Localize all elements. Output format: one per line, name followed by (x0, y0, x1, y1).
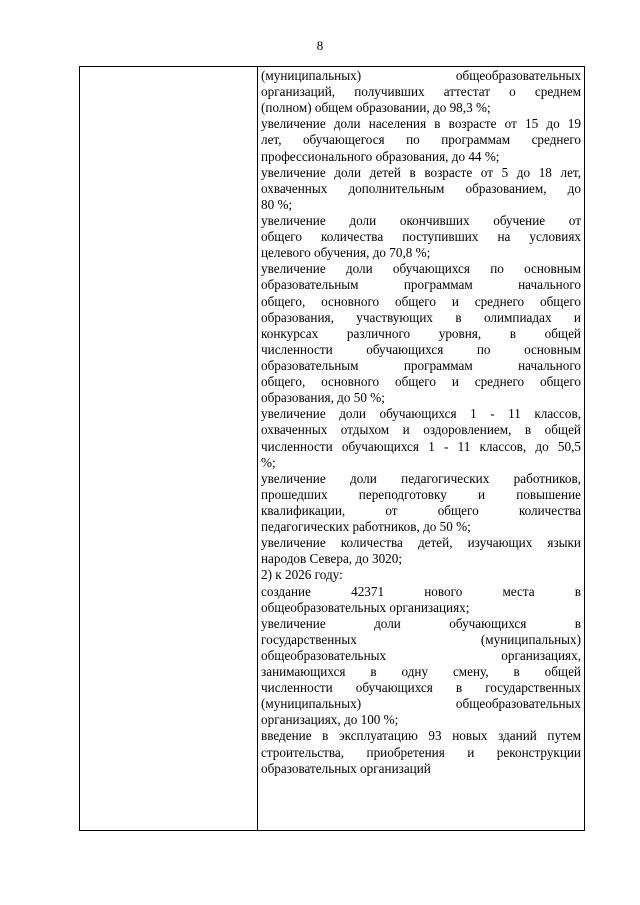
text-line: строительства, приобретения и реконструкции (261, 744, 581, 760)
text-line: общеобразовательных организациях, (261, 647, 581, 663)
text-line: общего количества поступивших на условиях (261, 229, 581, 245)
text-line: организаций, получивших аттестат о среднем (261, 84, 581, 100)
text-line: %; (261, 454, 276, 470)
table-left-cell (80, 67, 258, 830)
text-line: общего, основного общего и среднего общего (261, 374, 581, 390)
text-line: общеобразовательных организациях; (261, 599, 470, 615)
text-line: профессионального образования, до 44 %; (261, 148, 500, 164)
table-right-cell (258, 67, 584, 830)
text-line: 2) к 2026 году: (261, 567, 343, 583)
text-line: образования, участвующих в олимпиадах и (261, 309, 581, 325)
text-line: лет, обучающегося по программам среднего (261, 132, 581, 148)
text-line: увеличение доли обучающихся в (261, 615, 581, 631)
text-line: введение в эксплуатацию 93 новых зданий путем (261, 728, 581, 744)
text-line: увеличение доли обучающихся по основным (261, 261, 581, 277)
text-line: педагогических работников, до 50 %; (261, 519, 471, 535)
text-line: увеличение доли населения в возрасте от 15 до 19 (261, 116, 581, 132)
document-table (79, 66, 585, 831)
text-line: создание 42371 нового места в (261, 583, 581, 599)
text-line: прошедших переподготовку и повышение (261, 486, 581, 502)
text-line: увеличение количества детей, изучающих языки (261, 535, 581, 551)
text-line: организациях, до 100 %; (261, 712, 399, 728)
text-line: 80 %; (261, 196, 293, 212)
text-line: увеличение доли обучающихся 1 - 11 классов, (261, 406, 581, 422)
page-number: 8 (316, 38, 324, 53)
text-line: государственных (муниципальных) (261, 631, 581, 647)
text-line: образовательным программам начального (261, 277, 581, 293)
text-line: численности обучающихся 1 - 11 классов, до 50,5 (261, 438, 581, 454)
text-line: квалификации, от общего количества (261, 502, 581, 518)
text-line: численности обучающихся в государственных (261, 680, 581, 696)
text-line: (муниципальных) общеобразовательных (261, 68, 581, 83)
text-line: народов Севера, до 3020; (261, 551, 403, 567)
text-line: увеличение доли окончивших обучение от (261, 212, 581, 228)
text-line: образовательных организаций (261, 760, 431, 776)
text-line: численности обучающихся по основным (261, 341, 581, 357)
text-line: увеличение доли детей в возрасте от 5 до 18 лет, (261, 164, 581, 180)
text-line: (муниципальных) общеобразовательных (261, 696, 581, 712)
text-line: образовательным программам начального (261, 357, 581, 373)
text-line: общего, основного общего и среднего общего (261, 293, 581, 309)
text-line: образования, до 50 %; (261, 390, 385, 406)
text-line: целевого обучения, до 70,8 %; (261, 245, 431, 261)
text-line: (полном) общем образовании, до 98,3 %; (261, 100, 491, 116)
text-line: занимающихся в одну смену, в общей (261, 664, 581, 680)
text-line: охваченных отдыхом и оздоровлением, в общей (261, 422, 581, 438)
text-line: увеличение доли педагогических работников, (261, 470, 581, 486)
text-line: конкурсах различного уровня, в общей (261, 325, 581, 341)
text-line: охваченных дополнительным образованием, до (261, 180, 581, 196)
